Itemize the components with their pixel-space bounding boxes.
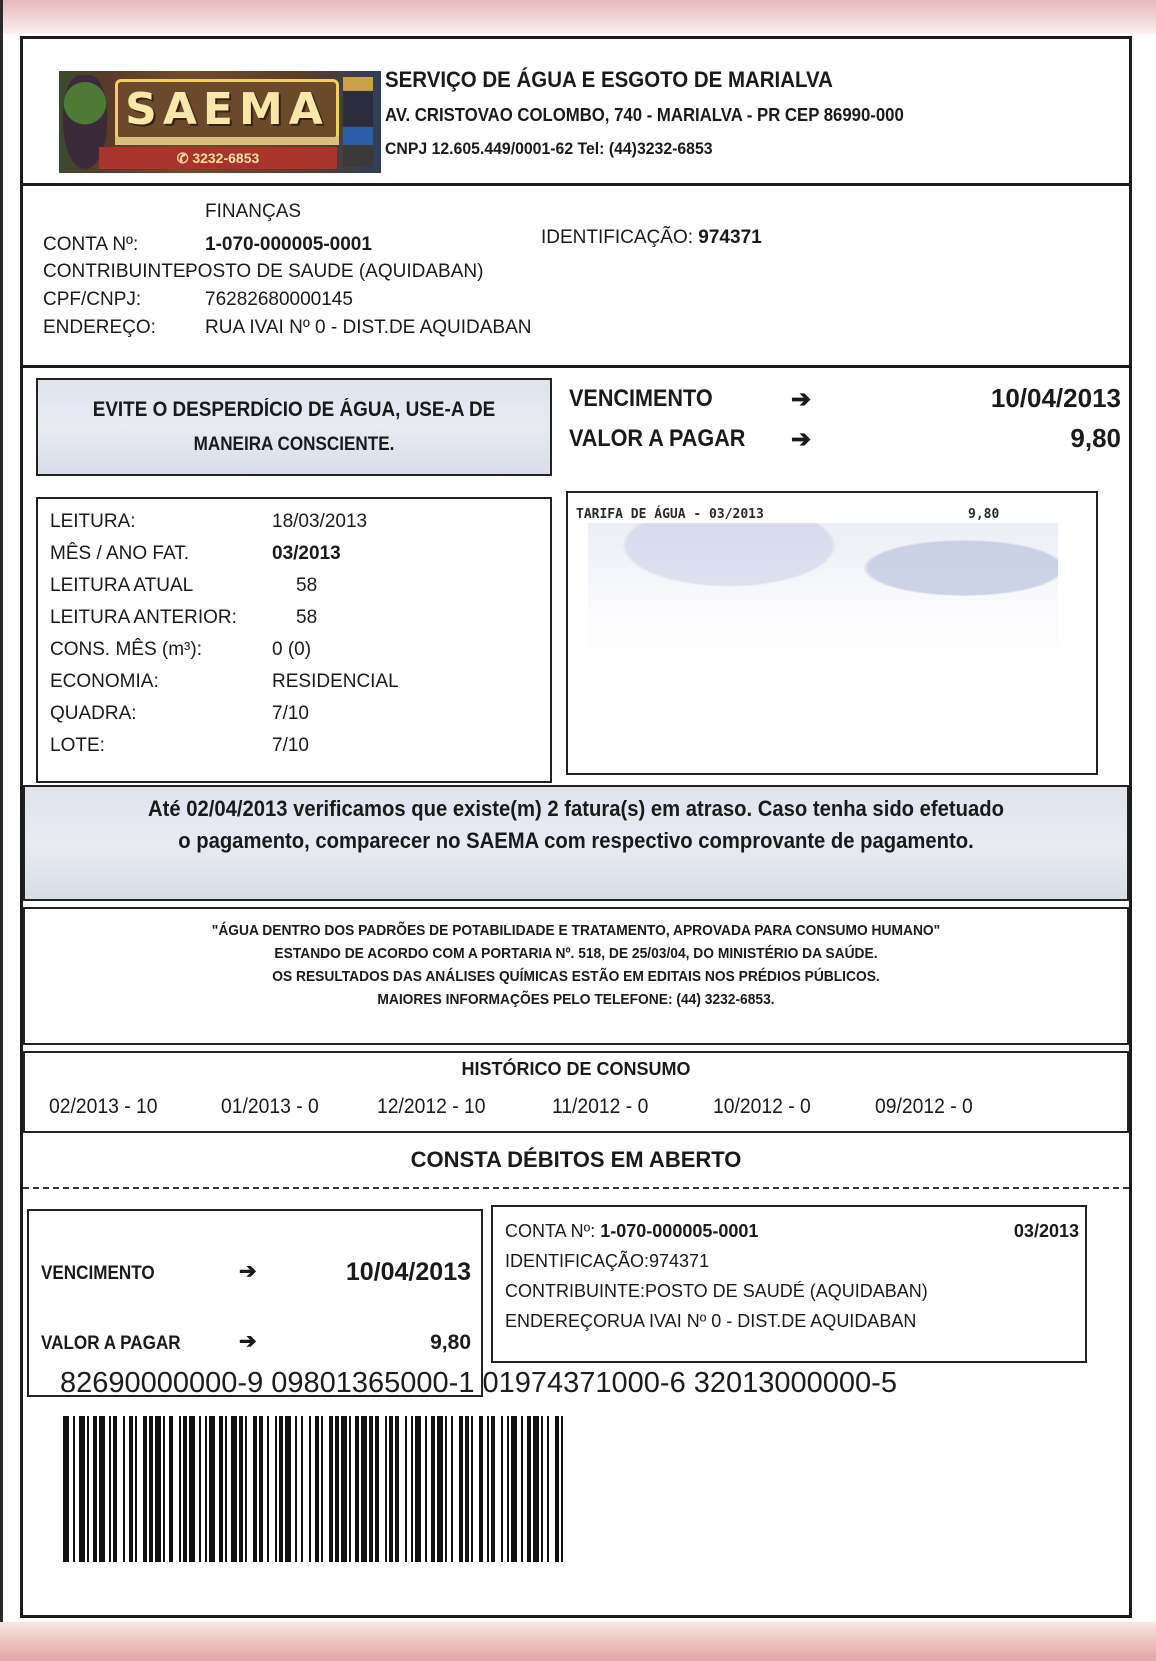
overdue-line-1: Até 02/04/2013 verificamos que existe(m) 2 fatura(s) em atraso. Caso tenha sido efetuado — [147, 796, 1005, 821]
water-tap-icon — [343, 77, 373, 167]
arrow-right-icon: ➔ — [791, 426, 812, 453]
reading-value: 03/2013 — [272, 543, 341, 564]
valor-label: VALOR A PAGAR — [569, 425, 746, 452]
endereco-label: ENDEREÇO: — [43, 317, 156, 338]
barcode — [63, 1416, 567, 1562]
stub-endereco: ENDEREÇORUA IVAI Nº 0 - DIST.DE AQUIDABAN — [505, 1311, 917, 1331]
quality-line-4: MAIORES INFORMAÇÕES PELO TELEFONE: (44) 3232-6853. — [377, 991, 775, 1008]
department: FINANÇAS — [205, 201, 302, 222]
reading-value: 7/10 — [272, 735, 309, 756]
reading-value: 58 — [296, 607, 318, 628]
stub-identificacao: IDENTIFICAÇÃO:974371 — [505, 1251, 710, 1271]
history-item: 02/2013 - 10 — [49, 1095, 158, 1118]
reading-label: LEITURA ATUAL — [50, 575, 194, 596]
stub-valor-value: 9,80 — [430, 1331, 471, 1354]
debts-title: CONSTA DÉBITOS EM ABERTO — [410, 1147, 742, 1172]
history-item: 01/2013 - 0 — [221, 1095, 319, 1118]
arrow-right-icon: ➔ — [791, 386, 812, 413]
history-item: 09/2012 - 0 — [875, 1095, 973, 1118]
stub-valor-label: VALOR A PAGAR — [41, 1333, 181, 1354]
org-name: SERVIÇO DE ÁGUA E ESGOTO DE MARIALVA — [385, 67, 833, 92]
scan-edge-top — [0, 0, 1156, 34]
quality-line-1: "ÁGUA DENTRO DOS PADRÕES DE POTABILIDADE E TRATAMENTO, APROVADA PARA CONSUMO HUMANO" — [211, 922, 941, 939]
logo-phone: ✆ 3232-6853 — [99, 147, 337, 169]
quality-line-2: ESTANDO DE ACORDO COM A PORTARIA Nº. 518, DE 25/03/04, DO MINISTÉRIO DA SAÚDE. — [274, 945, 878, 962]
identificacao: IDENTIFICAÇÃO: 974371 — [541, 227, 762, 248]
quality-info — [23, 907, 1129, 1045]
logo-subtitle — [115, 137, 339, 145]
consumption-history — [23, 1051, 1129, 1133]
barcode-digits: 82690000000-9 09801365000-1 01974371000-6 32013000000-5 — [60, 1367, 897, 1399]
cpf-label: CPF/CNPJ: — [43, 289, 142, 310]
history-item: 10/2012 - 0 — [713, 1095, 811, 1118]
reading-value: 0 (0) — [272, 639, 312, 660]
saema-logo — [59, 71, 381, 173]
logo-wordmark: SAEMA — [115, 79, 339, 141]
overdue-line-2: o pagamento, comparecer no SAEMA com respectivo comprovante de pagamento. — [178, 828, 974, 853]
cut-line — [23, 1187, 1129, 1189]
history-title: HISTÓRICO DE CONSUMO — [461, 1059, 691, 1079]
slogan-line-1: EVITE O DESPERDÍCIO DE ÁGUA, USE-A DE — [92, 398, 496, 421]
org-cnpj-phone: CNPJ 12.605.449/0001-62 Tel: (44)3232-6853 — [385, 139, 713, 158]
scan-edge-bottom — [0, 1622, 1156, 1661]
slogan-box — [36, 378, 552, 476]
stub-vencimento-value: 10/04/2013 — [345, 1258, 471, 1286]
charge-amount: 9,80 — [968, 507, 1000, 522]
stub-ref-month: 03/2013 — [1013, 1221, 1079, 1241]
cpf-value: 76282680000145 — [205, 289, 353, 310]
phone-icon: ✆ — [176, 150, 193, 166]
contribuinte-value: POSTO DE SAUDE (AQUIDABAN) — [185, 261, 484, 282]
contribuinte-label: CONTRIBUINTE: — [43, 261, 191, 282]
stub-contribuinte: CONTRIBUINTE:POSTO DE SAUDÉ (AQUIDABAN) — [505, 1281, 928, 1301]
arrow-right-icon: ➔ — [239, 1330, 257, 1353]
conta-value: 1-070-000005-0001 — [205, 234, 372, 255]
stub-vencimento-label: VENCIMENTO — [41, 1263, 155, 1284]
history-item: 12/2012 - 10 — [377, 1095, 486, 1118]
endereco-value: RUA IVAI Nº 0 - DIST.DE AQUIDABAN — [205, 317, 532, 338]
org-address: AV. CRISTOVAO COLOMBO, 740 - MARIALVA - PR CEP 86990-000 — [385, 105, 904, 125]
stub-conta: CONTA Nº: 1-070-000005-0001 — [505, 1221, 759, 1241]
reading-value: 18/03/2013 — [272, 511, 368, 532]
overdue-notice — [23, 785, 1129, 901]
divider — [23, 183, 1129, 186]
reading-label: LEITURA: — [50, 511, 136, 532]
stub-account-box — [491, 1205, 1087, 1363]
scan-edge-left — [0, 0, 3, 1661]
reading-box — [36, 497, 552, 783]
reading-label: QUADRA: — [50, 703, 137, 724]
conta-label: CONTA Nº: — [43, 234, 139, 255]
history-item: 11/2012 - 0 — [552, 1095, 649, 1118]
reading-label: MÊS / ANO FAT. — [50, 543, 190, 564]
reading-label: CONS. MÊS (m³): — [50, 639, 202, 660]
valor-value: 9,80 — [1070, 423, 1121, 453]
divider — [23, 365, 1129, 368]
vencimento-value: 10/04/2013 — [990, 383, 1121, 413]
charge-description: TARIFA DE ÁGUA - 03/2013 — [576, 507, 764, 522]
charges-box — [566, 491, 1098, 775]
quality-line-3: OS RESULTADOS DAS ANÁLISES QUÍMICAS ESTÃO EM EDITAIS NOS PRÉDIOS PÚBLICOS. — [272, 968, 880, 985]
reading-value: 58 — [296, 575, 318, 596]
arrow-right-icon: ➔ — [239, 1260, 257, 1283]
reading-label: LOTE: — [50, 735, 105, 756]
slogan-line-2: MANEIRA CONSCIENTE. — [193, 434, 395, 455]
reading-label: ECONOMIA: — [50, 671, 159, 692]
reading-value: RESIDENCIAL — [272, 671, 399, 692]
vencimento-label: VENCIMENTO — [569, 385, 713, 412]
reading-value: 7/10 — [272, 703, 309, 724]
watermark — [588, 523, 1058, 673]
reading-label: LEITURA ANTERIOR: — [50, 607, 237, 628]
